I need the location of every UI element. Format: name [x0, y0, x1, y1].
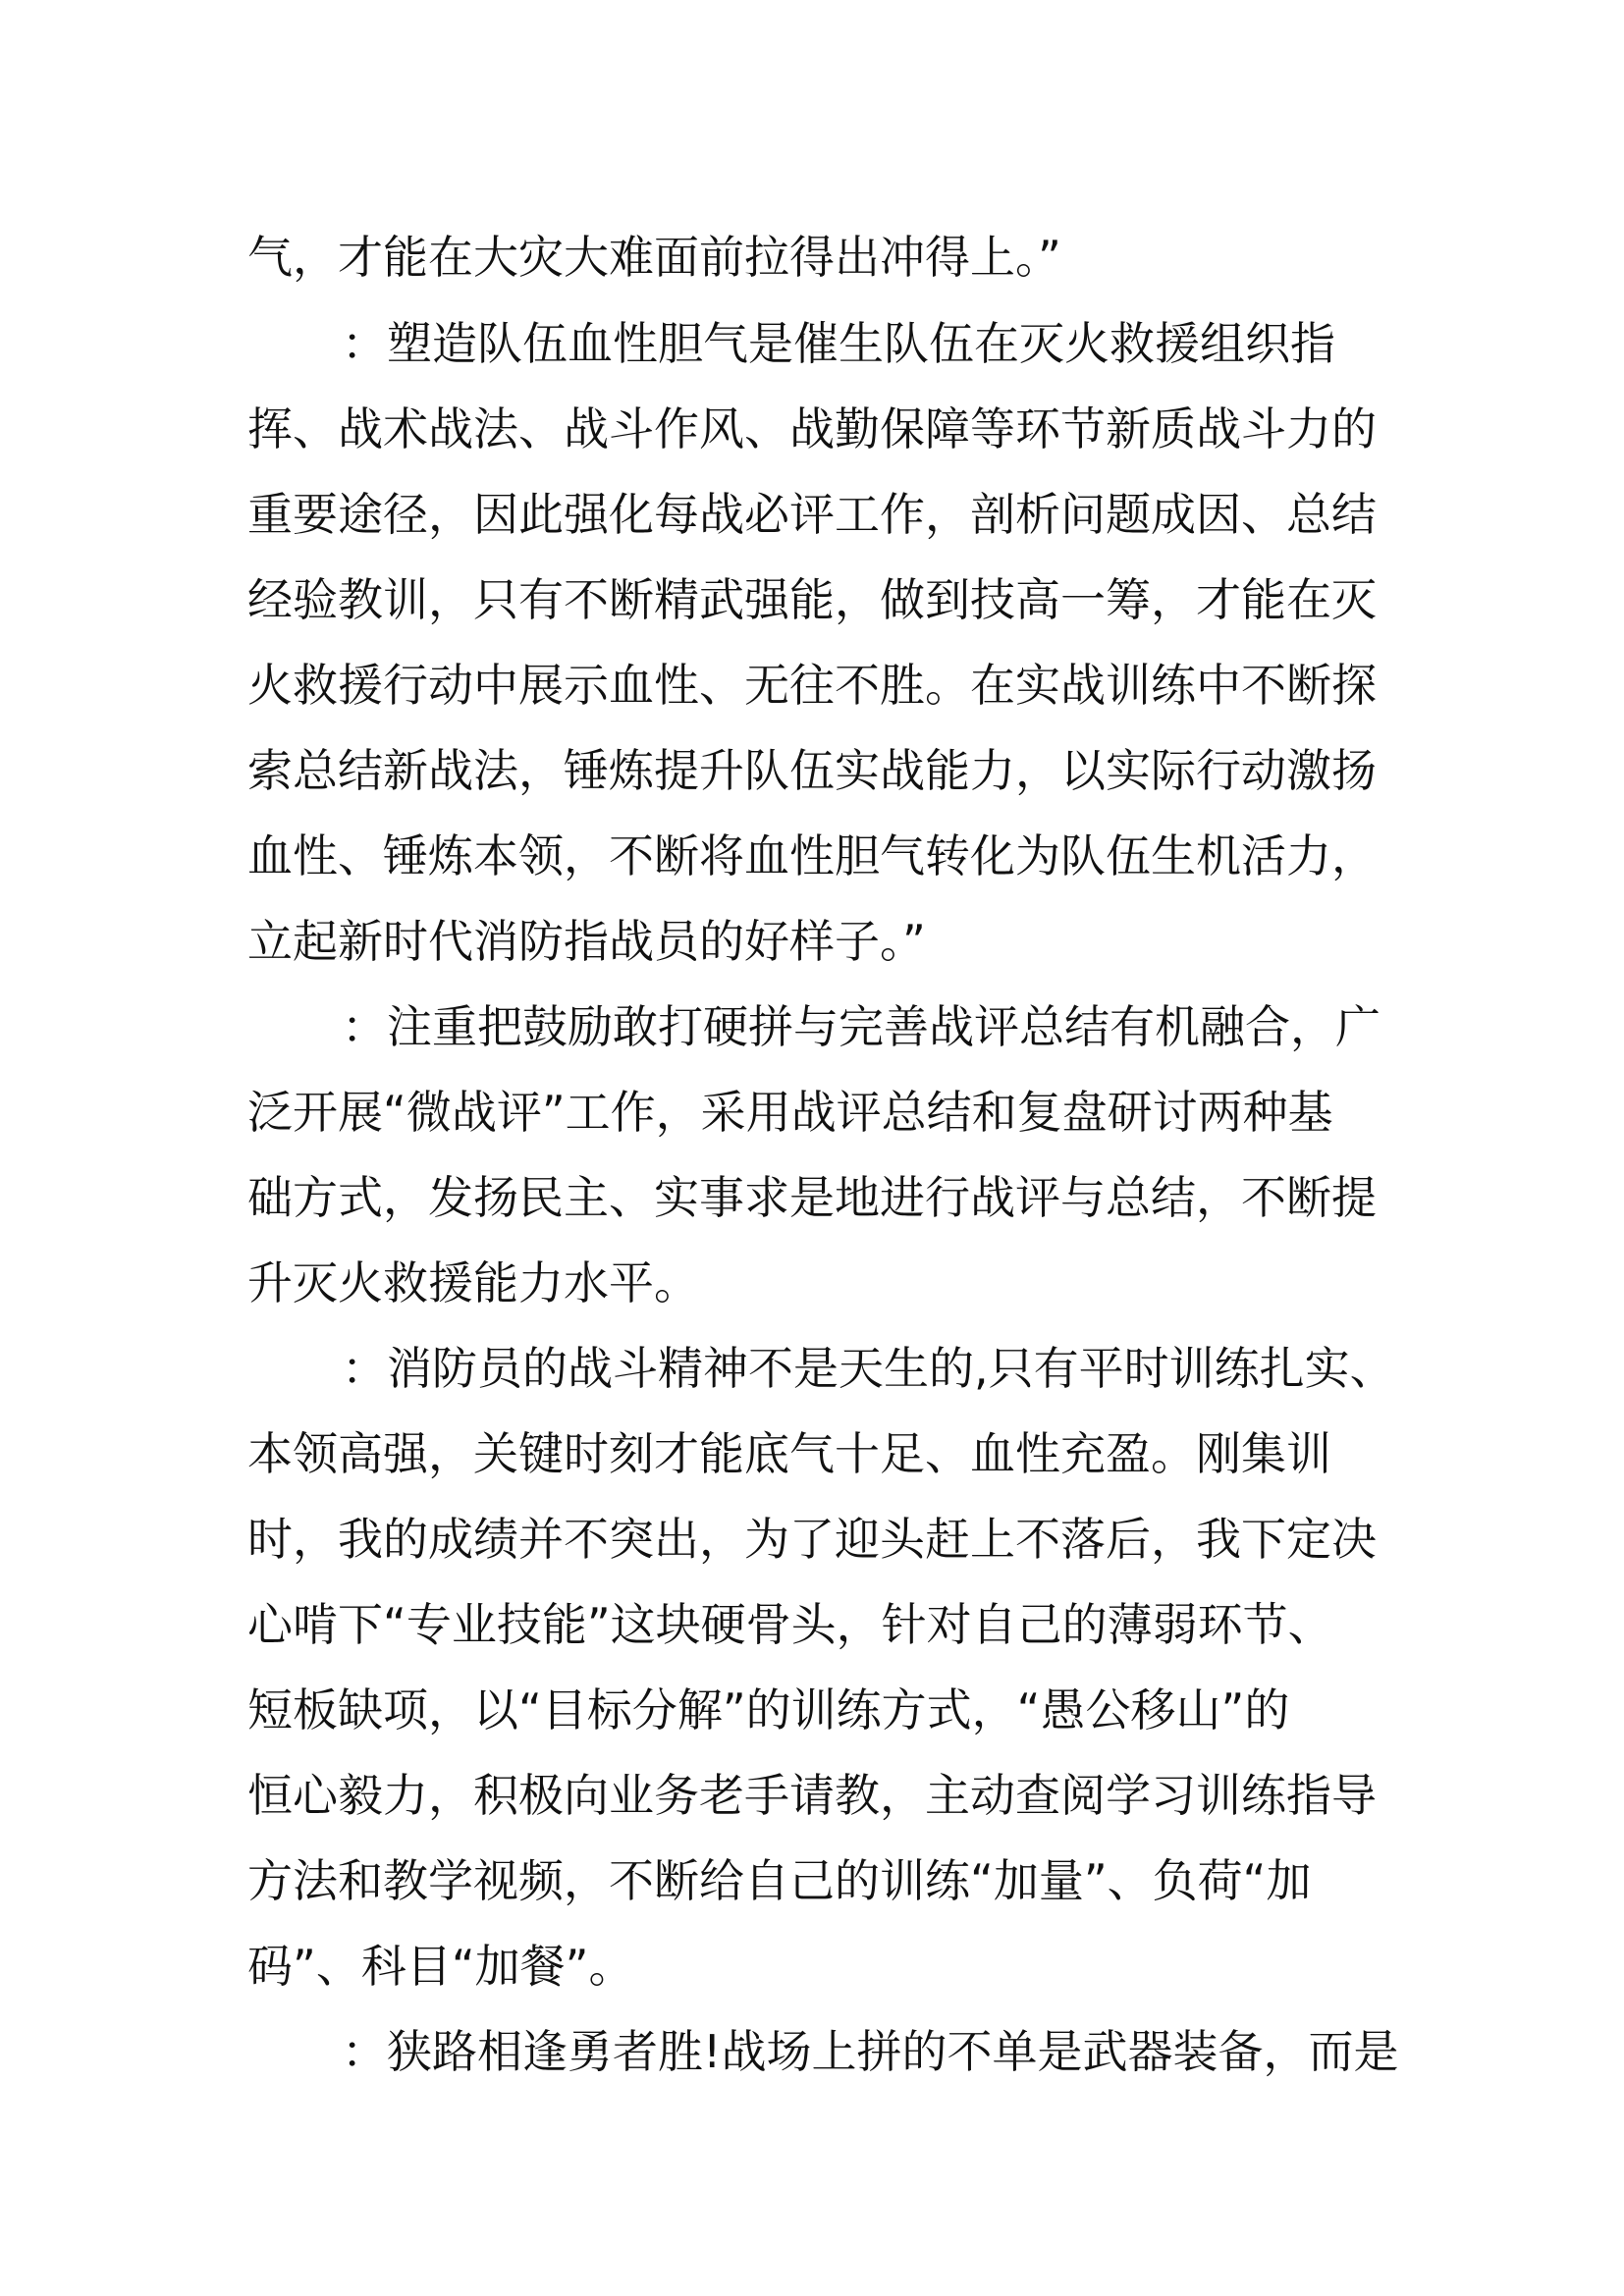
text-line: 本领高强，关键时刻才能底气十足、血性充盈。刚集训 [247, 1427, 1331, 1480]
text-line: 升灭火救援能力水平。 [247, 1256, 699, 1309]
text-line: 气，才能在大灾大难面前拉得出冲得上。” [247, 231, 1061, 284]
text-line: 础方式，发扬民主、实事求是地进行战评与总结，不断提 [247, 1171, 1377, 1224]
text-line: 立起新时代消防指战员的好样子。” [247, 915, 926, 968]
text-line: 恒心毅力，积极向业务老手请教，主动查阅学习训练指导 [247, 1769, 1377, 1822]
text-line: 经验教训，只有不断精武强能，做到技高一筹，才能在灭 [247, 573, 1377, 626]
text-line: 火救援行动中展示血性、无往不胜。在实战训练中不断探 [247, 659, 1377, 712]
text-line: 码”、科目“加餐”。 [247, 1940, 634, 1993]
paragraph-start: ：消防员的战斗精神不是天生的,只有平时训练扎实、 [342, 1342, 1395, 1395]
paragraph-start: ：注重把鼓励敢打硬拼与完善战评总结有机融合，广 [342, 1000, 1380, 1053]
text-line: 泛开展“微战评”工作，采用战评总结和复盘研讨两种基 [247, 1086, 1333, 1139]
text-line: 短板缺项，以“目标分解”的训练方式，“愚公移山”的 [247, 1683, 1290, 1736]
text-line: 挥、战术战法、战斗作风、战勤保障等环节新质战斗力的 [247, 402, 1377, 455]
text-line: 血性、锤炼本领，不断将血性胆气转化为队伍生机活力， [247, 829, 1377, 882]
text-line: 索总结新战法，锤炼提升队伍实战能力，以实际行动激扬 [247, 744, 1377, 797]
text-line: 方法和教学视频，不断给自己的训练“加量”、负荷“加 [247, 1854, 1312, 1907]
text-line: 重要途径，因此强化每战必评工作，剖析问题成因、总结 [247, 488, 1377, 541]
text-line: 时，我的成绩并不突出，为了迎头赶上不落后，我下定决 [247, 1513, 1377, 1566]
paragraph-start: ：狭路相逢勇者胜!战场上拼的不单是武器装备，而是 [342, 2025, 1399, 2078]
text-line: 心啃下“专业技能”这块硬骨头，针对自己的薄弱环节、 [247, 1598, 1333, 1651]
paragraph-start: ：塑造队伍血性胆气是催生队伍在灭火救援组织指 [342, 317, 1335, 370]
